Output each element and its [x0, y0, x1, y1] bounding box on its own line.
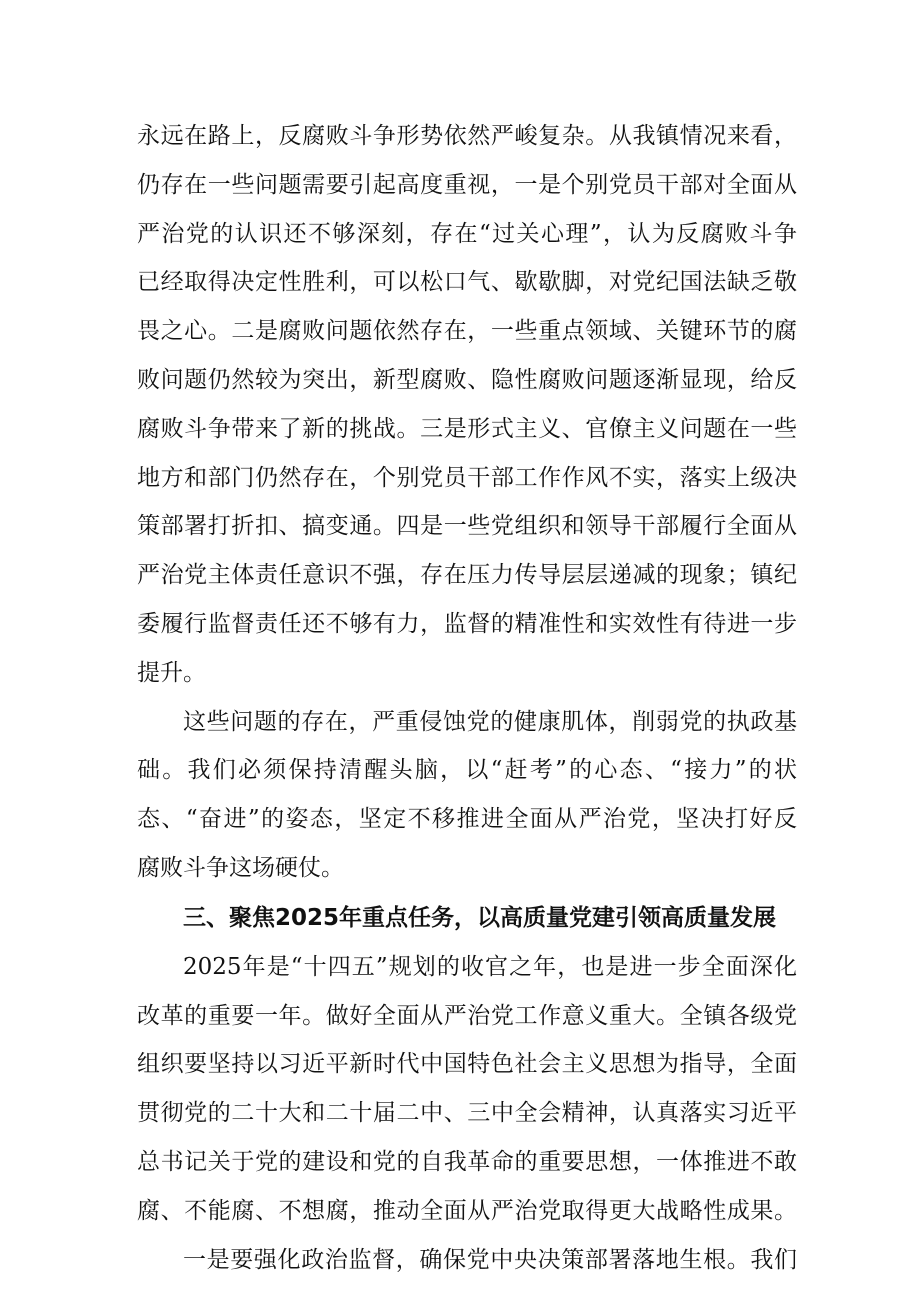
text-line: 总书记关于党的建设和党的自我革命的重要思想，一体推进不敢 — [137, 1148, 797, 1175]
text-line: 腐败斗争这场硬仗。 — [137, 854, 344, 881]
text-line: 腐败斗争带来了新的挑战。三是形式主义、官僚主义问题在一些 — [137, 415, 797, 442]
text-line: 地方和部门仍然存在，个别党员干部工作作风不实，落实上级决 — [137, 464, 797, 491]
paragraph-corruption-situation — [137, 112, 797, 698]
text-line: 2025年是“十四五”规划的收官之年，也是进一步全面深化 — [183, 953, 797, 980]
paragraph-stay-clear-headed — [137, 698, 797, 893]
text-line: 贯彻党的二十大和二十届二中、三中全会精神，认真落实习近平 — [137, 1100, 797, 1127]
text-line: 提升。 — [137, 659, 206, 686]
text-line: 策部署打折扣、搞变通。四是一些党组织和领导干部履行全面从 — [137, 513, 797, 540]
text-line: 永远在路上，反腐败斗争形势依然严峻复杂。从我镇情况来看， — [137, 123, 797, 149]
text-line: 这些问题的存在，严重侵蚀党的健康肌体，削弱党的执政基 — [183, 708, 797, 735]
text-line: 腐、不能腐、不想腐，推动全面从严治党取得更大战略性成果。 — [137, 1197, 797, 1224]
text-line: 畏之心。二是腐败问题依然存在，一些重点领域、关键环节的腐 — [137, 318, 797, 345]
section-heading: 三、聚焦2025年重点任务，以高质量党建引领高质量发展 — [183, 904, 777, 931]
text-line: 委履行监督责任还不够有力，监督的精准性和实效性有待进一步 — [137, 610, 797, 637]
text-line: 态、“奋进”的姿态，坚定不移推进全面从严治党，坚决打好反 — [137, 806, 797, 833]
text-line: 组织要坚持以习近平新时代中国特色社会主义思想为指导，全面 — [137, 1051, 797, 1078]
text-line: 已经取得决定性胜利，可以松口气、歇歇脚，对党纪国法缺乏敬 — [137, 269, 797, 296]
text-line: 一是要强化政治监督，确保党中央决策部署落地生根。我们 — [183, 1246, 797, 1273]
paragraph-political-supervision — [137, 1236, 797, 1285]
text-line: 仍存在一些问题需要引起高度重视，一是个别党员干部对全面从 — [137, 171, 797, 198]
text-line: 础。我们必须保持清醒头脑，以“赶考”的心态、“接力”的状 — [137, 757, 797, 784]
document-body — [137, 112, 797, 1284]
paragraph-2025-tasks — [137, 943, 797, 1236]
text-line: 严治党的认识还不够深刻，存在“过关心理”，认为反腐败斗争 — [137, 220, 797, 247]
text-line: 改革的重要一年。做好全面从严治党工作意义重大。全镇各级党 — [137, 1002, 797, 1029]
text-line: 严治党主体责任意识不强，存在压力传导层层递减的现象；镇纪 — [137, 562, 797, 589]
text-line: 败问题仍然较为突出，新型腐败、隐性腐败问题逐渐显现，给反 — [137, 366, 797, 393]
